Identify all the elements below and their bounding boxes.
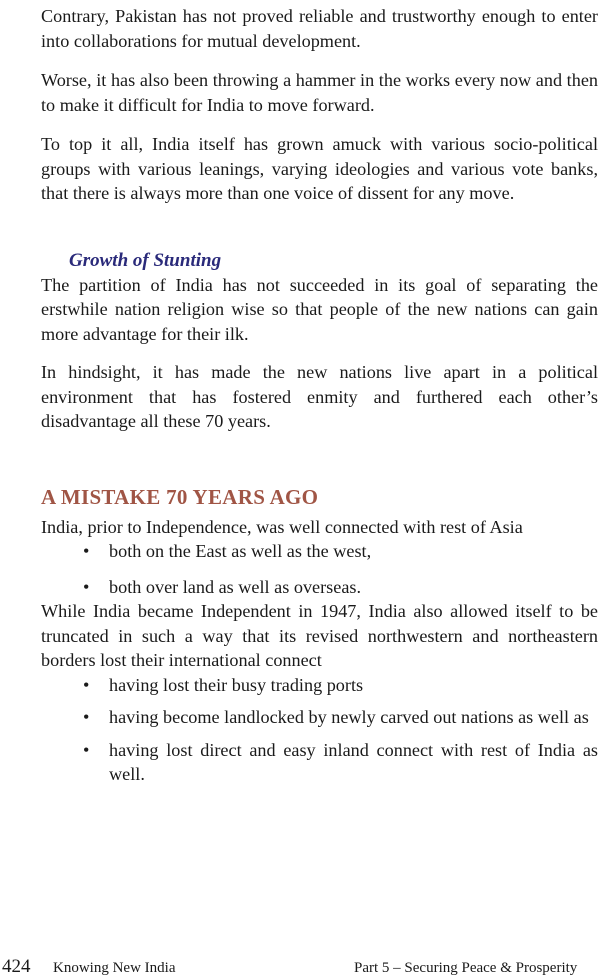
bullet-icon: • [83, 576, 90, 597]
bullet-list [41, 539, 598, 599]
bullet-icon: • [83, 541, 90, 561]
bullet-icon: • [83, 707, 90, 727]
bullet-icon: • [83, 739, 90, 760]
body-paragraph: In hindsight, it has made the new nations live apart in a political environment that has fostered enmity and furthered each other’s disadvantage all these 70 years. [41, 362, 598, 431]
bullet-icon: • [83, 674, 90, 695]
bullet-item [41, 539, 598, 564]
body-paragraph: To top it all, India itself has grown amuck with various socio-political groups with various leanings, varying ideologies and various vote banks, that there is always more than one voice of dissent for any move. [41, 134, 598, 203]
bullet-text: having become landlocked by newly carved out nations as well as [109, 707, 589, 727]
bullet-text: having lost their busy trading ports [109, 674, 364, 695]
section-heading: A MISTAKE 70 YEARS AGO [41, 484, 319, 509]
body-paragraph: India, prior to Independence, was well connected with rest of Asia [41, 516, 523, 537]
bullet-text: both over land as well as overseas. [109, 576, 362, 597]
bullet-item [41, 575, 598, 600]
bullet-text: having lost direct and easy inland connect with rest of India as well. [109, 739, 598, 784]
page-footer [0, 955, 600, 979]
bullet-item [41, 673, 598, 698]
body-paragraph: The partition of India has not succeeded in its goal of separating the erstwhile nation religion wise so that people of the new nations can gain more advantage for their ilk. [41, 274, 598, 344]
body-paragraph: Worse, it has also been throwing a hammer in the works every now and then to make it difficult for India to move forward. [41, 70, 598, 115]
bullet-item [41, 738, 598, 787]
bullet-list [41, 673, 598, 787]
subheading: Growth of Stunting [69, 249, 222, 271]
page-content [41, 4, 598, 795]
book-title: Knowing New India [53, 960, 176, 976]
page-number: 424 [2, 956, 31, 977]
body-paragraph: Contrary, Pakistan has not proved reliable and trustworthy enough to enter into collaborations for mutual development. [41, 6, 598, 51]
bullet-text: both on the East as well as the west, [109, 541, 372, 561]
part-title: Part 5 – Securing Peace & Prosperity [354, 960, 578, 976]
body-paragraph: While India became Independent in 1947, India also allowed itself to be truncated in such a way that its revised northwestern and northeastern borders lost their international connect [41, 601, 598, 670]
bullet-item [41, 705, 598, 730]
